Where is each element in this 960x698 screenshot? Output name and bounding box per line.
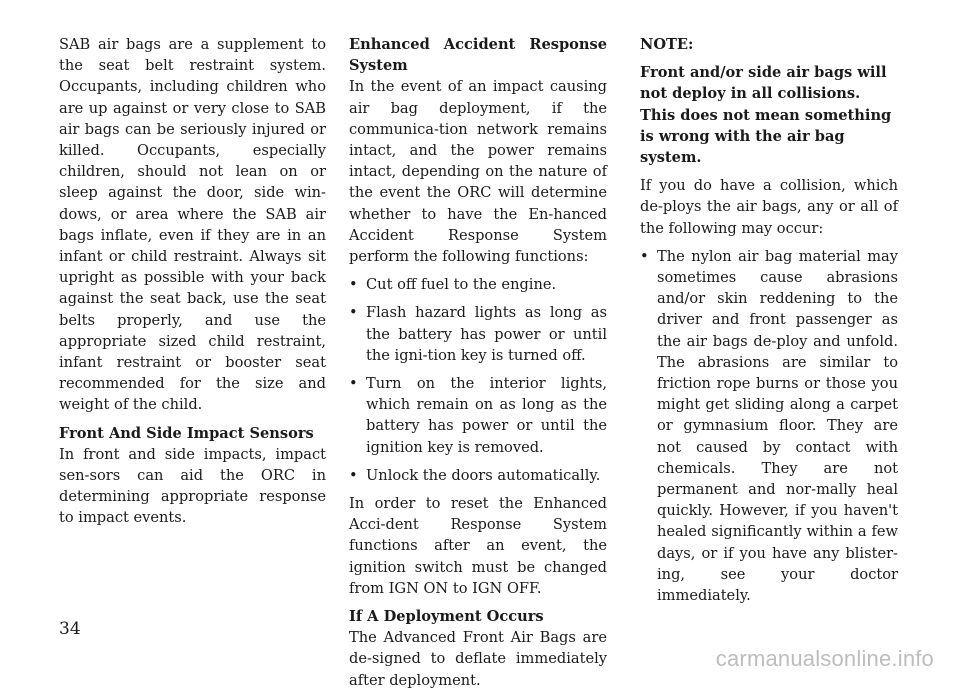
column-left [59, 34, 326, 536]
deflate-paragraph: The Advanced Front Air Bags are de-signed to deflate immediately after deployment. [349, 629, 607, 689]
column-middle [349, 34, 607, 698]
note-label: NOTE: [640, 36, 694, 53]
page-number: 34 [59, 619, 81, 639]
list-item: • Turn on the interior lights, which remain on as long as the battery has power or until the ignition key is removed. [349, 373, 607, 458]
impact-sensors-paragraph: In front and side impacts, impact sen-sors can aid the ORC in determining appropriate response to impact events. [59, 445, 326, 527]
list-item: • Cut off fuel to the engine. [349, 274, 607, 295]
reset-paragraph: In order to reset the Enhanced Acci-dent Response System functions after an event, the ignition switch must be changed from IGN ON to IGN OFF. [349, 495, 607, 597]
front-side-impact-sensors-heading: Front And Side Impact Sensors [59, 424, 314, 442]
sab-airbag-paragraph: SAB air bags are a supplement to the seat belt restraint system. Occupants, including children who are up against or very close to SAB air bags can be seriously injured or killed. Occupants, especially children, should not lean on or sleep against the door, side win-dows, or area where the SAB air bags inflate, even if they are in an infant or child restraint. Always sit upright as possible with your back against the seat back, use the seat belts properly, and use the appropriate sized child restraint, infant restraint or booster seat recommended for the size and weight of the child. [59, 36, 326, 414]
list-item: • Flash hazard lights as long as the battery has power or until the igni-tion key is turned off. [349, 302, 607, 366]
collision-paragraph: If you do have a collision, which de-ploys the air bags, any or all of the following may occur: [640, 177, 898, 237]
note-text: Front and/or side air bags will not deploy in all collisions. This does not mean something is wrong with the air bag system. [640, 64, 892, 167]
watermark: carmanualsonline.info [715, 646, 934, 671]
list-item: • Unlock the doors automatically. [349, 465, 607, 486]
collision-effects-list [640, 246, 898, 606]
response-functions-list [349, 274, 607, 486]
enhanced-accident-response-heading: Enhanced Accident Response System [349, 36, 607, 75]
deployment-occurs-heading: If A Deployment Occurs [349, 608, 544, 626]
list-item: • The nylon air bag material may sometimes cause abrasions and/or skin reddening to the driver and front passenger as the air bags de-ploy and unfold. The abrasions are similar to friction rope burns or those you might get sliding along a carpet or gymnasium floor. They are not caused by contact with chemicals. They are not permanent and nor-mally heal quickly. However, if you haven't healed significantly within a few days, or if you have any blister-ing, see your doctor immediately. [640, 246, 898, 606]
enhanced-response-paragraph: In the event of an impact causing air bag deployment, if the communica-tion network remains intact, and the power remains intact, depending on the nature of the event the ORC will determine whether to have the En-hanced Accident Response System perform the following functions: [349, 78, 607, 266]
column-right [640, 34, 898, 613]
